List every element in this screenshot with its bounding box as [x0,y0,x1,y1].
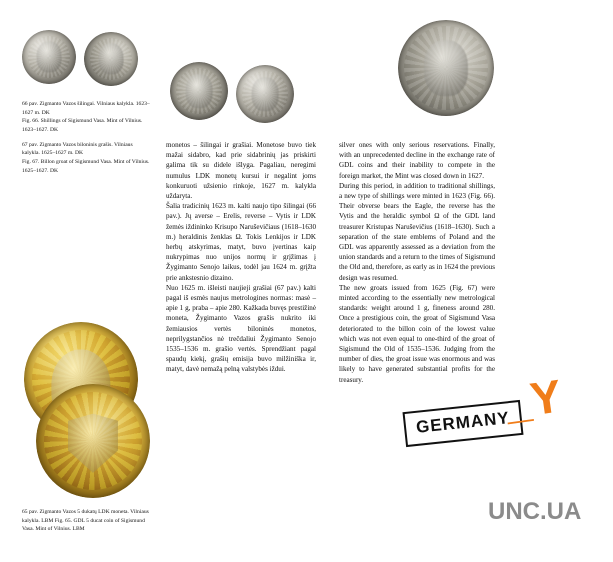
text-column-english [339,140,495,385]
watermark-unc-ua: UNC.UA [488,498,582,525]
large-silver-coin [398,20,494,116]
coin-device [186,74,213,108]
paragraph-lt-1: monetos – šilingai ir grašiai. Monetose buvo tiek mažai sidabro, kad prie sidabrinių jas priskirti galima tik su didele išlyga. Pagaliau, neregimi numulus LDK monetų kursui ir negalint joms konkuruoti užsienio rinkoje, 1627 m. kalykla uždaryta. [166,141,316,201]
caption-figure-65-en: Fig. 65. GDL 5 ducat coin of Sigismund Vasa. Mint of Vilnius. LBM [22,517,145,533]
caption-figure-66 [22,100,150,135]
coin-surface [36,384,150,498]
shilling-reverse-coin [84,32,138,86]
large-coin-image [398,20,494,116]
left-figure-column [22,30,150,175]
paragraph-en-1: silver ones with only serious reservations. Finally, with an unprecedented decline in the exchange rate of GDL coins and their inability to compete in the foreign market, the Mint was closed down in 1627. [339,141,495,180]
coin-surface [236,65,294,123]
watermark-germany: GERMANY [402,400,523,447]
coin-surface [170,62,228,120]
paragraph-en-3: The new groats issued from 1625 (Fig. 67) were minted according to the essentially new metrological standards: weight around 1 g, fineness around 280. Once a prestigious coin, the groat of Sigismund Vasa deteriorated to the billon coin of the lowest value which was not even equal to one-third of the groat of Sigismund the Old of 1535–1536. Judging from the number of dies, the groat issue was enormous and was likely to have generated substantial profits for the treasury. [339,283,495,384]
groat-reverse-coin [236,65,294,123]
paragraph-lt-2: Šalia tradicinių 1623 m. kalti naujo tipo šilingai (66 pav.). Jų averse – Erelis, reverse – Vytis ir LDK žemės iždininko Krisupo Naruševičiaus (1618–1630 m.) heraldinis ženklas Ω. Tokis Lenkijos ir LDK herbų atskyrimas, matyt, buvo įvertinas kaip nukrypimas nuo unijos normų ir grįžimas į Žygimanto Senojo laikus, todėl jau 1624 m. grįžta prie ankstesnio dizaino. [166,202,316,282]
caption-figure-67-en: Fig. 67. Billon groat of Sigismund Vasa. Mint of Vilnius. 1625–1627. DK [22,158,150,174]
caption-figure-67-lt: 67 pav. Zigmanto Vazos biloninis grašis. Vilniaus kalykla. 1625–1627 m. DK [22,141,133,157]
caption-figure-67 [22,141,150,176]
paragraph-lt-3: Nuo 1625 m. išleisti naujieji grašiai (67 pav.) kalti pagal iš esmės naujus metrologines normas: masė – apie 1 g, praba – apie 280. Kažkada buvęs prestižinė moneta, Žygimanto Vazos grašis nukrito iki žemiausios vertės biloninės monetos, neprilygstančios nė trečdaliui Žygimanto Senojo 1535–1536 m. grašio vertės. Sprendžiant pagal spaudų kiekį, grašių emisija buvo milžiniška ir, matyt, davė nemažą pelną valstybės iždui. [166,283,316,374]
shilling-obverse-coin [22,30,76,84]
figure-65-coins [24,322,150,498]
caption-figure-65-lt: 65 pav. Zigmanto Vazos 5 dukatų LDK moneta. Vilniaus kalykla. LBM [22,509,149,524]
figure-66-coins [22,30,150,94]
figure-67-coins [170,62,300,130]
coin-device [37,41,62,72]
coin-surface [84,32,138,86]
watermark-letter: _Y [501,369,565,429]
text-column-lithuanian [166,140,316,375]
groat-obverse-coin [170,62,228,120]
paragraph-en-2: During this period, in addition to traditional shillings, a new type of shillings were minted in 1623 (Fig. 66). Their obverse bears the Eagle, the reverse has the Vytis and the heraldic symbol Ω of the GDL land treasurer Kristupas Naruševičius (1618–1630). Such a separation of the state emblems of Poland and the GDL was apparently assessed as a deviation from the union standards and a return to the times of Sigismund the Old and, therefore, as early as in 1624 the previous design was resumed. [339,181,495,282]
coin-surface [398,20,494,116]
caption-figure-66-en: Fig. 66. Shillings of Sigismund Vasa. Mint of Vilnius. 1623–1627. DK [22,118,143,133]
coin-device [99,43,124,74]
coin-device [252,77,279,111]
caption-figure-65 [22,508,152,534]
five-ducat-reverse [36,384,150,498]
caption-figure-66-lt: 66 pav. Zigmanto Vazos šilingai. Vilniaus kalykla. 1623–1627 m. DK [22,101,150,116]
coin-device [424,40,468,96]
coin-surface [22,30,76,84]
